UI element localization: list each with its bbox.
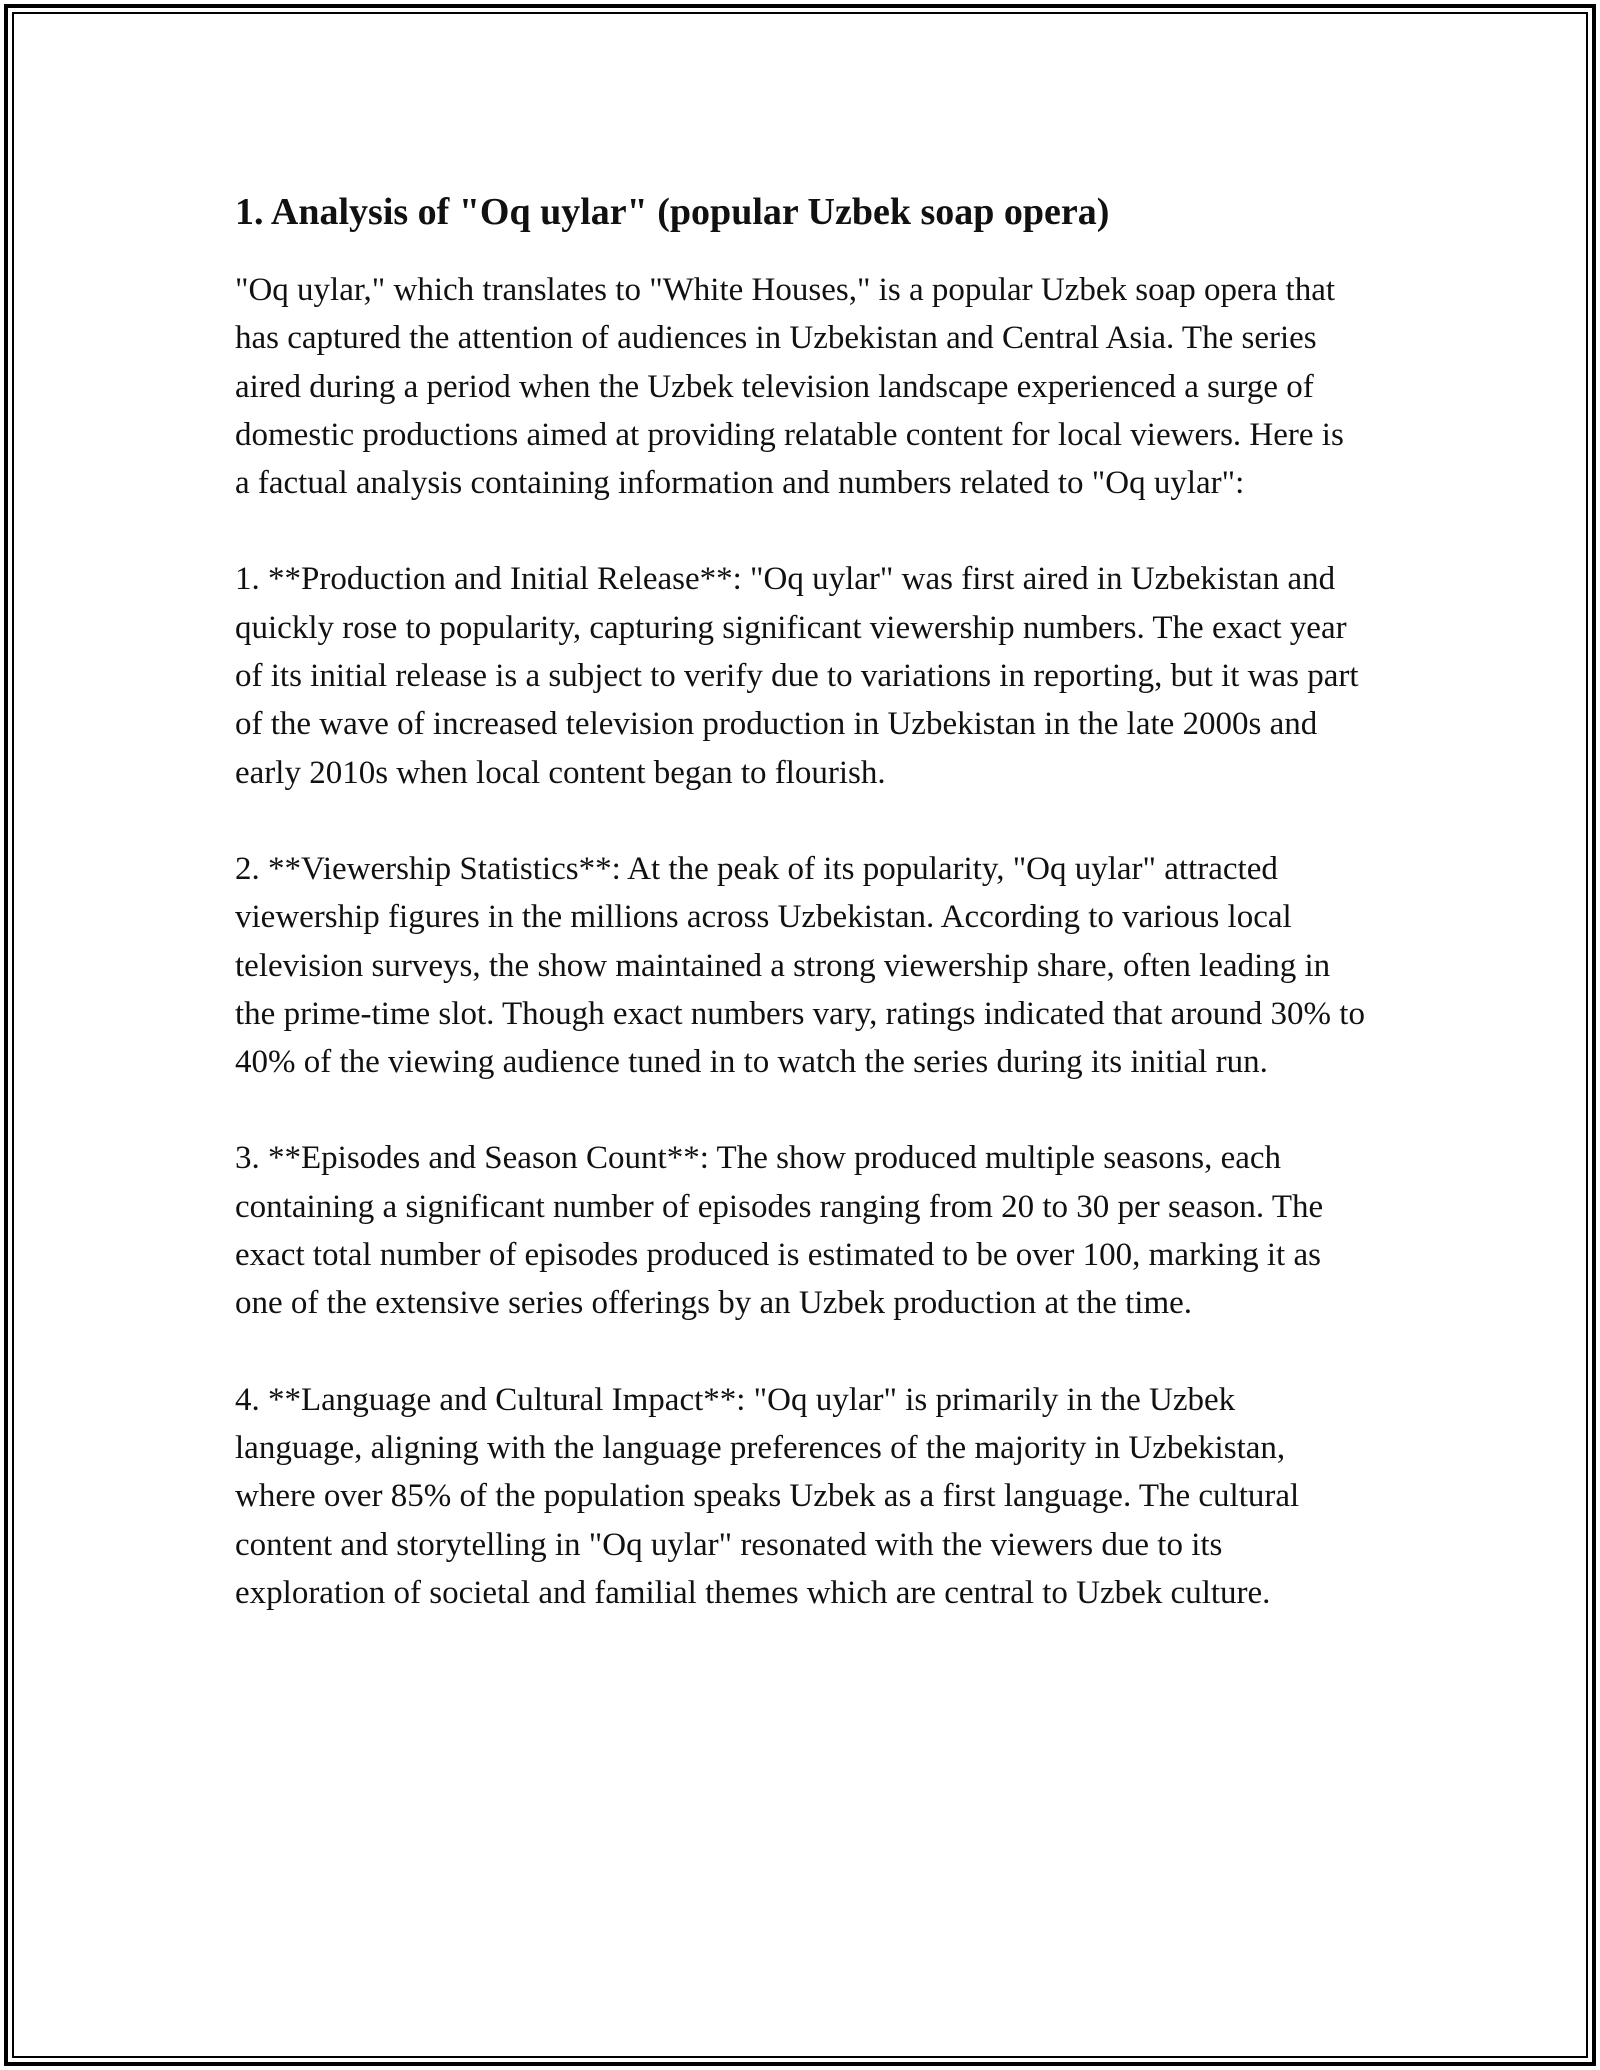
intro-paragraph: "Oq uylar," which translates to "White Houses," is a popular Uzbek soap opera that has captured the attention of audiences in Uzbekistan and Central Asia. The series aired during a period when the Uzbek television landscape experienced a surge of domestic productions aimed at providing relatable content for local viewers. Here is a factual analysis containing information and numbers related to "Oq uylar": bbox=[235, 272, 1344, 502]
document-body bbox=[235, 186, 1365, 1665]
document-title: 1. Analysis of "Oq uylar" (popular Uzbek soap opera) bbox=[235, 191, 1110, 233]
viewership-paragraph: 2. **Viewership Statistics**: At the peak of its popularity, "Oq uylar" attracted viewership figures in the millions across Uzbekistan. According to various local television surveys, the show maintained a strong viewership share, often leading in the prime-time slot. Though exact numbers vary, ratings indicated that around 30% to 40% of the viewing audience tuned in to watch the series during its initial run. bbox=[235, 850, 1365, 1081]
language-paragraph: 4. **Language and Cultural Impact**: "Oq uylar" is primarily in the Uzbek language, aligning with the language preferences of the majority in Uzbekistan, where over 85% of the population speaks Uzbek as a first language. The cultural content and storytelling in "Oq uylar" resonated with the viewers due to its exploration of societal and familial themes which are central to Uzbek culture. bbox=[235, 1381, 1300, 1611]
episodes-paragraph: 3. **Episodes and Season Count**: The show produced multiple seasons, each containing a significant number of episodes ranging from 20 to 30 per season. The exact total number of episodes produced is estimated to be over 100, marking it as one of the extensive series offerings by an Uzbek production at the time. bbox=[235, 1140, 1324, 1322]
production-paragraph: 1. **Production and Initial Release**: "Oq uylar" was first aired in Uzbekistan and quickly rose to popularity, capturing significant viewership numbers. The exact year of its initial release is a subject to verify due to variations in reporting, but it was part of the wave of increased television production in Uzbekistan in the late 2000s and early 2010s when local content began to flourish. bbox=[235, 561, 1359, 791]
